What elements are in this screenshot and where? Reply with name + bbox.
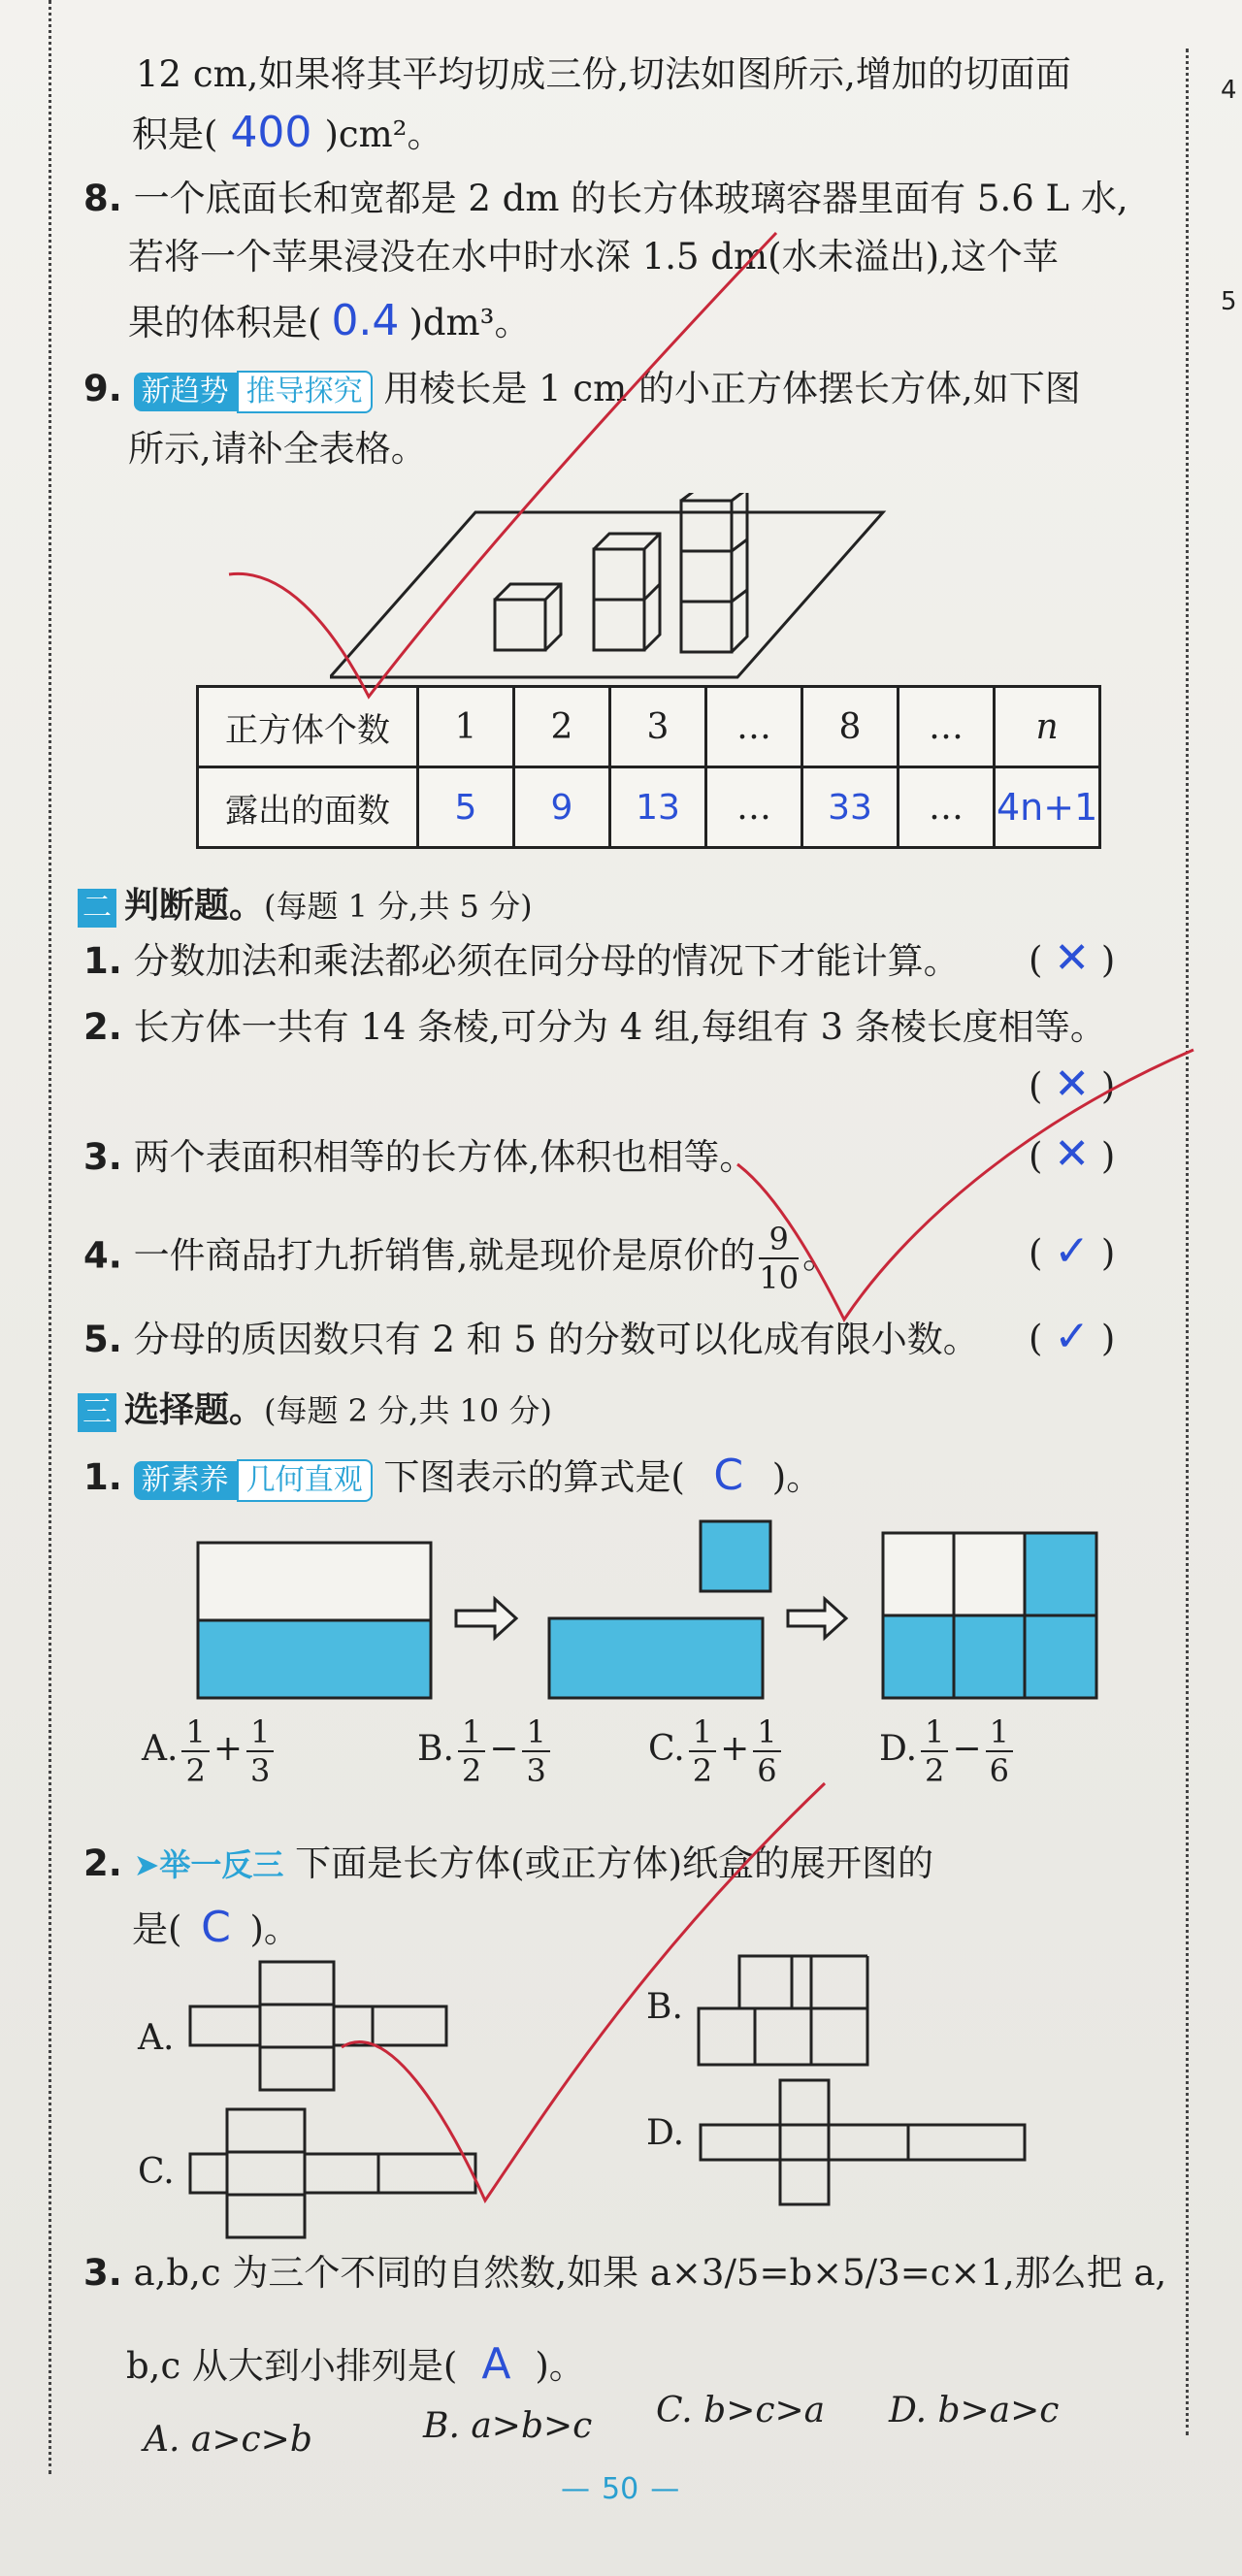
table-row-header: 露出的面数 — [198, 767, 418, 848]
table-cell: 3 — [610, 687, 706, 767]
judge-answer-2: ( ✕ ) — [1029, 1060, 1116, 1109]
net-label-a: A. — [138, 2018, 175, 2058]
choice-q1-option-c: C. $\frac{1}{2}$ + $\frac{1}{6}$ — [648, 1713, 785, 1789]
choice-q3-line2: b,c 从大到小排列是( A )。 — [126, 2339, 585, 2389]
tag-derive-explore: 推导探究 — [237, 371, 373, 413]
q8-answer: 0.4 — [331, 296, 400, 345]
choice-q1: 1. 新素养 几何直观 下图表示的算式是( C )。 — [83, 1451, 823, 1500]
tag-extend: ➤举一反三 — [133, 1846, 284, 1883]
table-cell: n — [995, 687, 1100, 767]
page-number: — 50 — — [561, 2472, 680, 2506]
choice-q3-option-c: C. b>c>a — [656, 2391, 826, 2430]
section2-label: 二 — [78, 889, 116, 928]
table-cell: … — [706, 767, 802, 848]
judge-answer-1: ( ✕ ) — [1029, 933, 1116, 983]
table-cell: … — [706, 687, 802, 767]
table-answer-cell: 4n+1 — [995, 767, 1100, 848]
table-row-header: 正方体个数 — [198, 687, 418, 767]
net-label-d: D. — [646, 2113, 685, 2153]
judge-answer-5: ( ✓ ) — [1029, 1312, 1116, 1361]
choice-q3-option-a: A. a>c>b — [144, 2420, 312, 2460]
judge-item-4: 4. 一件商品打九折销售,就是现价是原价的 $\frac{9}{10}$ 。 — [83, 1221, 839, 1296]
section3-heading: 三 选择题。(每题 2 分,共 10 分) — [78, 1386, 552, 1435]
choice-q3-option-d: D. b>a>c — [889, 2391, 1060, 2430]
judge-answer-3: ( ✕ ) — [1029, 1129, 1116, 1179]
table-answer-cell: 13 — [610, 767, 706, 848]
choice-q1-option-b: B. $\frac{1}{2}$ − $\frac{1}{3}$ — [417, 1713, 554, 1789]
q7-answer: 400 — [230, 108, 312, 157]
q8-line3: 果的体积是( 0.4 )dm³。 — [128, 296, 531, 345]
choice-q3-answer: A — [481, 2339, 511, 2389]
table-answer-cell: 5 — [418, 767, 514, 848]
table-answer-cell: 33 — [802, 767, 899, 848]
judge-item-2: 2. 长方体一共有 14 条棱,可分为 4 组,每组有 3 条棱长度相等。 — [83, 1006, 1106, 1048]
tag-geometry: 几何直观 — [237, 1459, 373, 1502]
choice-q1-answer: C — [713, 1451, 744, 1500]
table-cell: … — [899, 767, 995, 848]
section2-heading: 二 判断题。(每题 1 分,共 5 分) — [78, 881, 533, 930]
margin-number: 4 — [1221, 76, 1237, 105]
choice-q2-line2: 是( C )。 — [132, 1903, 300, 1952]
table-cell: 1 — [418, 687, 514, 767]
q8-line1: 8. 一个底面长和宽都是 2 dm 的长方体玻璃容器里面有 5.6 L 水, — [83, 178, 1128, 219]
section3-label: 三 — [78, 1393, 116, 1432]
fraction: $\frac{9}{10}$ — [759, 1221, 800, 1296]
judge-answer-4: ( ✓ ) — [1029, 1226, 1116, 1276]
q8-line2: 若将一个苹果浸没在水中时水深 1.5 dm(水未溢出),这个苹 — [128, 236, 1059, 277]
tag-new-literacy: 新素养 — [134, 1461, 237, 1500]
choice-q2-answer: C — [201, 1903, 231, 1952]
net-label-b: B. — [646, 1987, 683, 2027]
check-mark-icon — [229, 233, 776, 697]
choice-q3-line1: 3. a,b,c 为三个不同的自然数,如果 a×3/5=b×5/3=c×1,那么把 a, — [83, 2252, 1167, 2294]
tag-new-trend: 新趋势 — [134, 373, 237, 411]
choice-q3-option-b: B. a>b>c — [423, 2406, 593, 2446]
judge-item-5: 5. 分母的质因数只有 2 和 5 的分数可以化成有限小数。 — [83, 1319, 979, 1360]
margin-number: 5 — [1221, 287, 1237, 316]
q9-line1: 9. 新趋势 推导探究 用棱长是 1 cm 的小正方体摆长方体,如下图 — [83, 365, 1081, 413]
check-mark-icon — [737, 1050, 1193, 1320]
judge-item-3: 3. 两个表面积相等的长方体,体积也相等。 — [83, 1136, 756, 1178]
choice-q1-option-a: A. $\frac{1}{2}$ + $\frac{1}{3}$ — [142, 1713, 278, 1789]
q9-line2: 所示,请补全表格。 — [128, 428, 427, 470]
table-cell: 8 — [802, 687, 899, 767]
judge-item-1: 1. 分数加法和乘法都必须在同分母的情况下才能计算。 — [83, 940, 960, 982]
choice-q1-option-d: D. $\frac{1}{2}$ − $\frac{1}{6}$ — [879, 1713, 1017, 1789]
table-answer-cell: 9 — [514, 767, 610, 848]
choice-q2-line1: 2. ➤举一反三 下面是长方体(或正方体)纸盒的展开图的 — [83, 1842, 934, 1884]
q7-line1: 12 cm,如果将其平均切成三份,切法如图所示,增加的切面面 — [136, 53, 1071, 95]
check-mark-icon — [342, 1783, 825, 2201]
q7-line2: 积是( 400 )cm²。 — [132, 108, 443, 157]
net-label-c: C. — [138, 2152, 175, 2192]
table-cell: … — [899, 687, 995, 767]
table-cell: 2 — [514, 687, 610, 767]
